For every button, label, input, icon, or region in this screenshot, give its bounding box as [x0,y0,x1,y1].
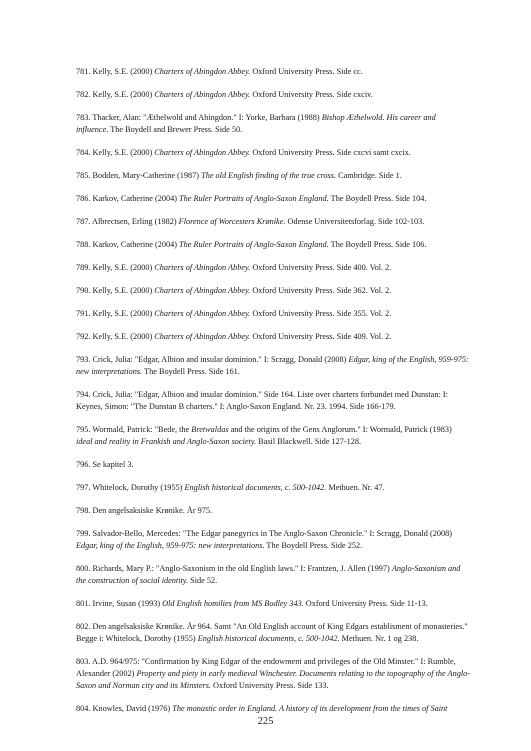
footnote-text: The Boydell Press. Side 161. [142,367,240,376]
footnote-entry [76,354,470,378]
footnote-entry [76,656,470,692]
footnote-text: Basil Blackwell. Side 127-128. [256,437,362,446]
footnote-entry [76,285,470,297]
footnote-text: Methuen. Nr. 1 og 238. [339,634,419,643]
footnote-entry [76,193,470,205]
footnote-entry [76,170,470,182]
footnote-title: Edgar, king of the English, 959-975: new interpretations. [76,355,469,376]
footnote-title: Charters of Abingdon Abbey. [154,263,251,272]
footnote-title: Old English homilies from MS Bodley 343. [162,599,304,608]
footnote-text: The Boydell Press. Side 104. [328,194,427,203]
footnote-text: Cambridge. Side 1. [336,171,402,180]
footnote-title: Charters of Abingdon Abbey. [154,332,251,341]
footnote-text: and the origins of the Gens Anglorum." I: Wormald, Patrick (1983) [228,425,452,434]
footnote-text: Side 52. [188,576,218,585]
footnote-text: The Boydell Press. Side 252. [264,541,363,550]
footnote-title: The Ruler Portraits of Anglo-Saxon England. [179,194,329,203]
footnote-text: Oxford University Press. Side 409. Vol. 2. [250,332,392,341]
footnote-text: Methuen. Nr. 47. [326,483,385,492]
footnote-entry [76,389,470,413]
footnote-entry [76,239,470,251]
footnote-text: Oxford University Press. Side 400. Vol. 2. [250,263,392,272]
footnote-entry [76,459,470,471]
footnote-text: 800. Richards, Mary P.: "Anglo-Saxonism in the old English laws." I: Frantzen, J. Allen (1997) [76,564,392,573]
footnote-text: Oxford University Press. Side cxciv. [250,90,373,99]
footnote-entry [76,424,470,448]
footnote-title: Edgar, king of the English, 959-975: new interpretations. [76,541,265,550]
footnote-title: Anglo-Saxonism and the construction of social identity. [76,564,461,585]
footnote-title: The old English finding of the true cross. [201,171,337,180]
footnote-text: 796. Se kapitel 3. [76,460,134,469]
footnote-text: Oxford University Press. Side 133. [210,681,329,690]
page-number: 225 [257,716,274,727]
footnote-title: Property and piety in early medieval Winchester. Documents relating to the topography of the Anglo-Saxon and Norman city and its Minsters. [76,669,471,690]
footnote-text: 782. Kelly, S.E. (2000) [76,90,155,99]
footnote-text: 785. Bodden, Mary-Catherine (1987) [76,171,202,180]
footnote-entry [76,216,470,228]
footnote-text: Oxford University Press. Side 11-13. [303,599,428,608]
footnote-text: Oxford University Press. Side cxcvi samt cxcix. [250,148,411,157]
footnote-text: 801. Irvine, Susan (1993) [76,599,163,608]
footnote-text: 798. Den angelsaksiske Krønike. År 975. [76,506,213,515]
footnote-title: English historical documents, c. 500-1042. [197,634,340,643]
footnote-text: 792. Kelly, S.E. (2000) [76,332,155,341]
footnote-text: 784. Kelly, S.E. (2000) [76,148,155,157]
footnote-text: Oxford University Press. Side 362. Vol. 2. [250,286,392,295]
footnote-text: 789. Kelly, S.E. (2000) [76,263,155,272]
footnote-title: Charters of Abingdon Abbey. [154,148,251,157]
footnote-text: The Boydell Press. Side 106. [328,240,427,249]
footnote-entry [76,505,470,517]
footnote-entry [76,89,470,101]
footnote-text: Oxford University Press. Side cc. [250,67,363,76]
footnote-text: 788. Karkov, Catherine (2004) [76,240,180,249]
footnote-entry [76,528,470,552]
footnote-title: Bretwaldas [191,425,229,434]
footnote-text: Odense Universitetsforlag. Side 102-103. [285,217,425,226]
footnote-title: English historical documents, c. 500-1042. [184,483,327,492]
footnote-text: 793. Crick, Julia: "Edgar, Albion and insular dominion." I: Scragg, Donald (2008) [76,355,349,364]
footnote-entry [76,331,470,343]
footnote-entry [76,66,470,78]
footnote-list [76,66,470,726]
footnote-text: 794. Crick, Julia: "Edgar, Albion and insular dominion." Side 164. Liste over charters forbundet med Dunstan: I: Keynes, Simon: "The Dunstan B charters." I: Anglo-Saxon England. Nr. 23. 1994. Side 166-179. [76,390,448,411]
footnote-title: Charters of Abingdon Abbey. [154,309,251,318]
footnote-text: Oxford University Press. Side 355. Vol. 2. [250,309,392,318]
footnote-text: 795. Wormald, Patrick: "Bede, the [76,425,192,434]
footnote-title: The Ruler Portraits of Anglo-Saxon England. [179,240,329,249]
footnote-entry [76,147,470,159]
footnote-title: ideal and reality in Frankish and Anglo-Saxon society. [76,437,257,446]
footnote-text: 783. Thacker, Alan: "Æthelwold and Abingdon." I: Yorke, Barbara (1988) [76,113,322,122]
footnote-title: Charters of Abingdon Abbey. [154,67,251,76]
footnote-entry [76,703,470,715]
footnote-text: 803. A.D. 964/975: "Confirmation by King Edgar of the endowment and privileges of the Old Minster." I: Rumble, Alexander (2002) [76,657,456,678]
footnote-text: . The Boydell and Brewer Press. Side 50. [106,125,243,134]
footnote-entry [76,262,470,274]
footnote-entry [76,621,470,645]
footnote-entry [76,563,470,587]
footnote-text: 791. Kelly, S.E. (2000) [76,309,155,318]
footnote-title: Charters of Abingdon Abbey. [154,286,251,295]
footnote-title: Florence af Worcesters Krønike. [178,217,286,226]
footnote-entry [76,482,470,494]
footnote-title: Bishop Æthelwold. His career and influence [76,113,436,134]
footnote-entry [76,598,470,610]
footnote-text: 804. Knowles, David (1976) [76,704,173,713]
footnote-title: The monastic order in England. A history of its development from the times of Saint [172,704,448,713]
footnote-text: 797. Whitelock, Dorothy (1955) [76,483,185,492]
footnote-entry [76,112,470,136]
footnote-text: 781. Kelly, S.E. (2000) [76,67,155,76]
footnote-text: 790. Kelly, S.E. (2000) [76,286,155,295]
footnote-title: Charters of Abingdon Abbey. [154,90,251,99]
footnote-text: 799. Salvador-Bello, Mercedes: "The Edgar panegyrics in The Anglo-Saxon Chronicle." I: Scragg, Donald (2008) [76,529,452,538]
footnote-text: 786. Karkov, Catherine (2004) [76,194,180,203]
footnote-text: 787. Albrectsen, Erling (1982) [76,217,179,226]
footnote-text: 802. Den angelsaksiske Krønike. År 964. Samt "An Old English account of King Edgars establisment of monasteries." Begge i: Whitelock, Dorothy (1955) [76,622,468,643]
footnote-entry [76,308,470,320]
